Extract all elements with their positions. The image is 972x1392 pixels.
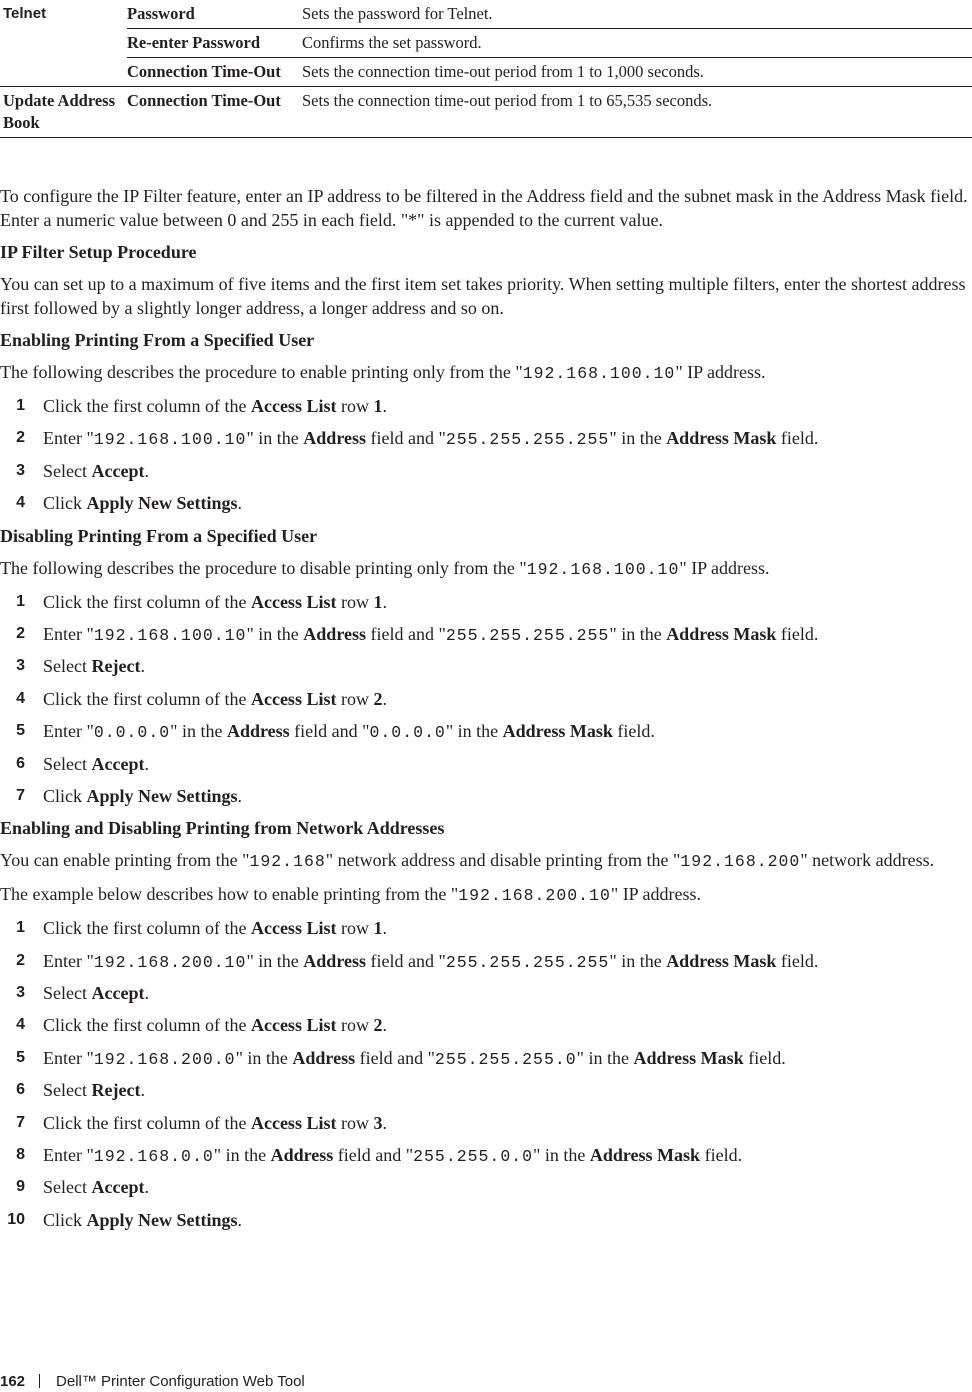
section-heading-disabling: Disabling Printing From a Specified User bbox=[0, 525, 318, 546]
table-row bbox=[0, 58, 972, 87]
steps-list-network bbox=[0, 916, 970, 1232]
footer-divider bbox=[39, 1374, 40, 1388]
settings-table bbox=[0, 0, 972, 138]
step-number: 6 bbox=[16, 1081, 25, 1099]
step-item: 3 Select Reject. bbox=[0, 654, 970, 678]
step-item: 1 Click the first column of the Access List row 1. bbox=[0, 916, 970, 940]
step-item: 3 Select Accept. bbox=[0, 981, 970, 1005]
step-number: 2 bbox=[16, 429, 25, 447]
setting-description: Sets the password for Telnet. bbox=[302, 4, 493, 23]
step-item: 2 Enter "192.168.200.10" in the Address field and "255.255.255.255" in the Address Mask field. bbox=[0, 949, 970, 973]
step-number: 8 bbox=[16, 1146, 25, 1164]
steps-list-enabling bbox=[0, 394, 970, 515]
step-number: 3 bbox=[16, 984, 25, 1002]
table-row bbox=[0, 29, 972, 58]
step-item: 5 Enter "0.0.0.0" in the Address field and "0.0.0.0" in the Address Mask field. bbox=[0, 719, 970, 743]
ip-address: 192.168.200.10 bbox=[458, 886, 611, 906]
enabling-intro: The following describes the procedure to enable printing only from the "192.168.100.10" IP address. bbox=[0, 362, 766, 383]
step-number: 3 bbox=[16, 461, 25, 479]
step-item: 8 Enter "192.168.0.0" in the Address field and "255.255.0.0" in the Address Mask field. bbox=[0, 1143, 970, 1167]
step-item: 5 Enter "192.168.200.0" in the Address field and "255.255.255.0" in the Address Mask field. bbox=[0, 1046, 970, 1070]
ip-address: 192.168.100.10 bbox=[526, 559, 680, 579]
setting-description: Sets the connection time-out period from 1 to 1,000 seconds. bbox=[302, 58, 972, 87]
section-heading-network: Enabling and Disabling Printing from Network Addresses bbox=[0, 818, 445, 839]
step-number: 5 bbox=[16, 722, 25, 740]
step-number: 4 bbox=[16, 689, 25, 707]
ip-address: 192.168.200 bbox=[680, 852, 801, 872]
step-number: 1 bbox=[16, 919, 25, 937]
step-number: 7 bbox=[16, 1113, 25, 1131]
ip-address: 192.168 bbox=[249, 852, 326, 872]
setting-description: Confirms the set password. bbox=[302, 29, 972, 58]
step-number: 5 bbox=[16, 1048, 25, 1066]
step-item: 6 Select Accept. bbox=[0, 752, 970, 776]
step-number: 1 bbox=[16, 397, 25, 414]
step-item: 3 Select Accept. bbox=[0, 459, 970, 483]
network-paragraph-2: The example below describes how to enable printing from the "192.168.200.10" IP address. bbox=[0, 884, 702, 906]
setting-description: Sets the connection time-out period from 1 to 65,535 seconds. bbox=[302, 87, 972, 138]
category-update-address-book: Update Address Book bbox=[0, 87, 127, 138]
setting-name: Password bbox=[127, 4, 195, 23]
step-item: 9 Select Accept. bbox=[0, 1175, 970, 1199]
step-number: 6 bbox=[16, 754, 25, 772]
step-number: 3 bbox=[16, 657, 25, 675]
section-heading-enabling: Enabling Printing From a Specified User bbox=[0, 330, 315, 350]
footer-title: Dell™ Printer Configuration Web Tool bbox=[56, 1373, 305, 1390]
step-number: 2 bbox=[16, 951, 25, 969]
intro-paragraph: To configure the IP Filter feature, enter an IP address to be filtered in the Address field and the subnet mask in the Address Mask field. Enter a numeric value between 0 and 255 in each field. "*" is appended to the current value. bbox=[0, 186, 968, 230]
step-item: 1 Click the first column of the Access List row 1. bbox=[0, 394, 970, 418]
table-row bbox=[0, 87, 972, 138]
step-item: 4 Click Apply New Settings. bbox=[0, 491, 970, 515]
step-item: 2 Enter "192.168.100.10" in the Address field and "255.255.255.255" in the Address Mask field. bbox=[0, 426, 970, 450]
step-item: 4 Click the first column of the Access List row 2. bbox=[0, 1013, 970, 1037]
step-number: 4 bbox=[16, 494, 25, 512]
ip-address: 192.168.100.10 bbox=[522, 364, 676, 383]
category-telnet: Telnet bbox=[3, 5, 47, 22]
step-number: 7 bbox=[16, 786, 25, 804]
step-item: 6 Select Reject. bbox=[0, 1078, 970, 1102]
step-number: 1 bbox=[16, 592, 25, 610]
step-item: 7 Click Apply New Settings. bbox=[0, 784, 970, 808]
step-item: 7 Click the first column of the Access List row 3. bbox=[0, 1111, 970, 1135]
steps-list-disabling bbox=[0, 590, 970, 808]
step-number: 2 bbox=[16, 624, 25, 642]
body-content bbox=[0, 184, 970, 1240]
setup-paragraph: You can set up to a maximum of five items and the first item set takes priority. When setting multiple filters, enter the shortest address first followed by a slightly longer address, a longer address and so on. bbox=[0, 274, 966, 318]
page-number: 162 bbox=[0, 1373, 26, 1390]
section-heading-setup: IP Filter Setup Procedure bbox=[0, 242, 197, 262]
step-number: 9 bbox=[16, 1178, 25, 1196]
step-item: 10 Click Apply New Settings. bbox=[0, 1208, 970, 1232]
disabling-intro: The following describes the procedure to disable printing only from the "192.168.100.10" IP address. bbox=[0, 557, 770, 579]
table-row bbox=[0, 0, 972, 29]
setting-name: Re-enter Password bbox=[127, 29, 302, 58]
step-number: 4 bbox=[16, 1016, 25, 1034]
step-number: 10 bbox=[7, 1210, 25, 1228]
step-item: 2 Enter "192.168.100.10" in the Address field and "255.255.255.255" in the Address Mask field. bbox=[0, 622, 970, 646]
step-item: 4 Click the first column of the Access List row 2. bbox=[0, 687, 970, 711]
step-item: 1 Click the first column of the Access List row 1. bbox=[0, 590, 970, 614]
network-paragraph-1: You can enable printing from the "192.168" network address and disable printing from the "192.168.200" network address. bbox=[0, 850, 935, 872]
setting-name: Connection Time-Out bbox=[127, 58, 302, 87]
page-footer bbox=[0, 1372, 305, 1392]
setting-name: Connection Time-Out bbox=[127, 87, 302, 138]
